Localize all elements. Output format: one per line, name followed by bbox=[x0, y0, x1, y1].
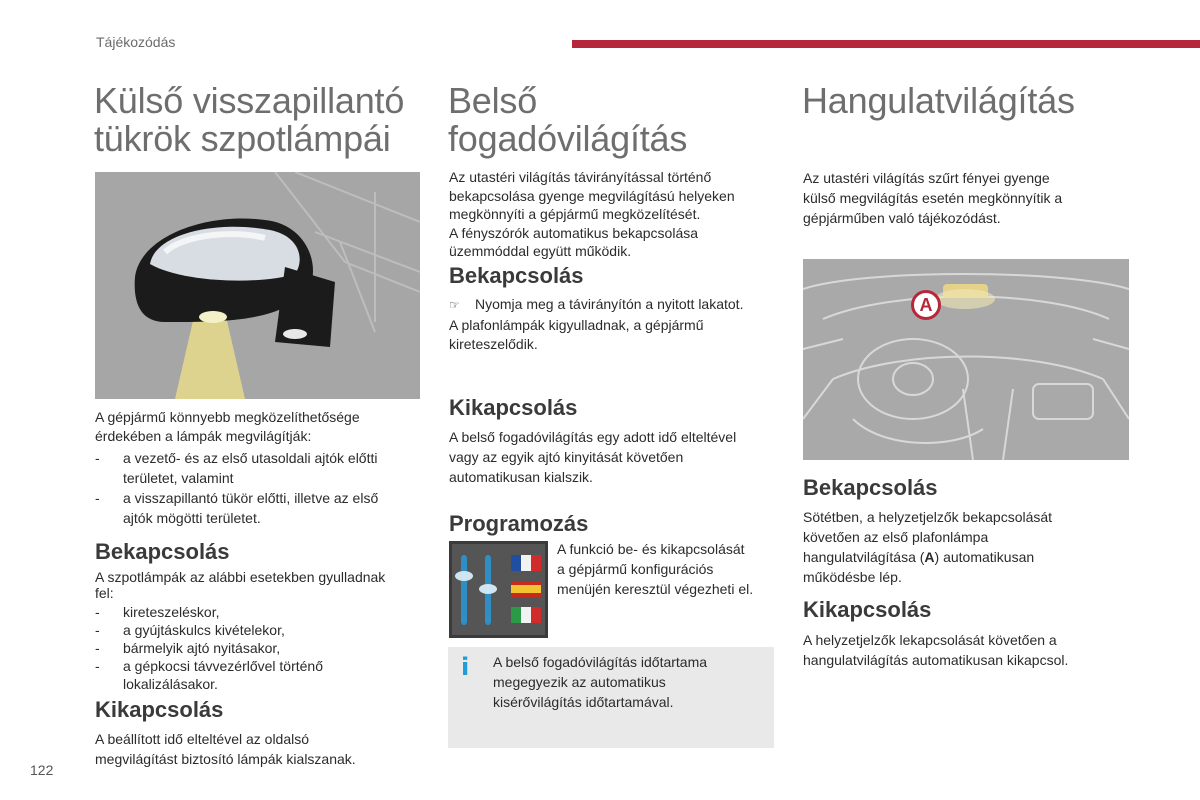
list-item-line: a visszapillantó tükör előtti, illetve az első bbox=[123, 490, 379, 506]
list-item-line: lokalizálásakor. bbox=[123, 676, 218, 692]
col2-prog-text bbox=[557, 539, 777, 599]
cabin-interior-illustration bbox=[803, 259, 1129, 460]
col2-intro-line: bekapcsolása gyenge megvilágítású helyeken bbox=[449, 187, 735, 204]
col1-off-heading: Kikapcsolás bbox=[95, 697, 224, 722]
list-item-line: a vezető- és az első utasoldali ajtók előtti bbox=[123, 450, 378, 466]
list-dash: - bbox=[95, 622, 100, 638]
col1-intro-line1: A gépjármű könnyebb megközelíthetősége bbox=[95, 409, 360, 425]
list-item bbox=[95, 639, 425, 657]
col2-intro-line: A fényszórók automatikus bekapcsolása bbox=[449, 224, 699, 241]
col3-intro bbox=[803, 168, 1133, 228]
info-icon: i bbox=[461, 653, 470, 681]
col2-off-line: vagy az egyik ajtó kinyitását követően bbox=[449, 449, 684, 465]
callout-a-marker: A bbox=[911, 290, 941, 320]
info-line: kisérővilágítás időtartamával. bbox=[493, 694, 674, 710]
col2-prog-line: A funkció be- és kikapcsolását bbox=[557, 541, 745, 557]
col1-off-line1: A beállított idő elteltével az oldalsó bbox=[95, 731, 310, 747]
list-item bbox=[95, 448, 425, 488]
list-dash: - bbox=[95, 604, 100, 620]
col1-title bbox=[94, 82, 404, 158]
col2-on-line1 bbox=[449, 295, 779, 316]
list-item-line: a gépkocsi távvezérlővel történő bbox=[123, 658, 323, 674]
col2-on-line3: kireteszelődik. bbox=[449, 336, 538, 352]
list-item bbox=[95, 603, 425, 621]
col2-off-line: A belső fogadóvilágítás egy adott idő elteltével bbox=[449, 429, 737, 445]
list-dash: - bbox=[95, 490, 100, 506]
col2-intro-line: Az utastéri világítás távirányítással történő bbox=[449, 169, 712, 185]
col3-on-line2: követően az első plafonlámpa bbox=[803, 529, 989, 545]
flag-france-icon bbox=[511, 555, 541, 571]
list-item-line: ajtók mögötti területet. bbox=[123, 510, 261, 526]
col2-on-text bbox=[449, 295, 779, 355]
col2-intro bbox=[449, 168, 779, 261]
col2-title-line2: fogadóvilágítás bbox=[448, 118, 688, 159]
list-dash: - bbox=[95, 658, 100, 674]
col1-off-line2: megvilágítást biztosító lámpák kialszanak. bbox=[95, 751, 356, 767]
col1-on-list bbox=[95, 603, 425, 693]
hand-pointer-icon: ☞ bbox=[449, 298, 460, 312]
configuration-menu-icon bbox=[449, 541, 548, 638]
col2-off-heading: Kikapcsolás bbox=[449, 395, 578, 420]
info-line: megegyezik az automatikus bbox=[493, 674, 666, 690]
col3-off-heading: Kikapcsolás bbox=[803, 597, 932, 622]
list-item bbox=[95, 657, 425, 693]
col2-intro-line: üzemmóddal együtt működik. bbox=[449, 243, 632, 259]
info-line: A belső fogadóvilágítás időtartama bbox=[493, 654, 708, 670]
list-item-line: bármelyik ajtó nyitásakor, bbox=[123, 640, 281, 656]
col3-off-line2: hangulatvilágítás automatikusan kikapcsol. bbox=[803, 652, 1069, 668]
col2-title bbox=[448, 82, 687, 158]
list-dash: - bbox=[95, 450, 100, 466]
col3-on-line3-a: hangulatvilágítása ( bbox=[803, 549, 925, 565]
col1-on-heading: Bekapcsolás bbox=[95, 539, 230, 564]
col2-prog-line: menüjén keresztül végezheti el. bbox=[557, 581, 754, 597]
col3-on-line4: működésbe lép. bbox=[803, 569, 902, 585]
col2-intro-line: megkönnyíti a gépjármű megközelítését. bbox=[449, 206, 701, 222]
page-number: 122 bbox=[30, 762, 54, 778]
col3-on-text bbox=[803, 507, 1133, 587]
col1-intro bbox=[95, 408, 425, 446]
list-item-line: a gyújtáskulcs kivételekor, bbox=[123, 622, 285, 638]
flag-italy-icon bbox=[511, 607, 541, 623]
list-item bbox=[95, 488, 425, 528]
col3-on-line3-c: ) automatikusan bbox=[934, 549, 1035, 565]
col3-on-line1: Sötétben, a helyzetjelzők bekapcsolását bbox=[803, 509, 1053, 525]
col2-on-heading: Bekapcsolás bbox=[449, 263, 584, 288]
list-item-line: kireteszeléskor, bbox=[123, 604, 220, 620]
col3-off-text bbox=[803, 630, 1133, 670]
col2-prog-line: a gépjármű konfigurációs bbox=[557, 561, 714, 577]
col1-title-line1: Külső visszapillantó bbox=[94, 80, 405, 121]
col3-intro-line: külső megvilágítás esetén megkönnyítik a bbox=[803, 190, 1063, 206]
col1-title-line2: tükrök szpotlámpái bbox=[94, 118, 391, 159]
list-item-line: területet, valamint bbox=[123, 470, 234, 486]
col3-intro-line: Az utastéri világítás szűrt fényei gyenge bbox=[803, 170, 1050, 186]
col3-off-line1: A helyzetjelzők lekapcsolását követően a bbox=[803, 632, 1057, 648]
col2-off-text bbox=[449, 427, 779, 487]
col2-off-line: automatikusan kialszik. bbox=[449, 469, 593, 485]
col3-on-line3-b: A bbox=[924, 549, 935, 565]
info-box bbox=[448, 647, 774, 748]
info-text bbox=[493, 652, 763, 712]
list-item bbox=[95, 621, 425, 639]
col1-on-intro-line1: A szpotlámpák az alábbi esetekben gyulladnak bbox=[95, 569, 386, 585]
col1-area-list bbox=[95, 448, 425, 528]
col1-intro-line2: érdekében a lámpák megvilágítják: bbox=[95, 428, 312, 444]
mirror-spotlamp-illustration bbox=[95, 172, 420, 399]
col1-on-intro-line2: fel: bbox=[95, 585, 114, 601]
col2-on-line1-text: Nyomja meg a távirányítón a nyitott lakatot. bbox=[475, 296, 744, 312]
col3-on-line3 bbox=[803, 547, 1133, 567]
col2-prog-heading: Programozás bbox=[449, 511, 589, 536]
col3-title: Hangulatvilágítás bbox=[802, 80, 1075, 121]
header-accent-bar bbox=[572, 40, 1200, 48]
col3-on-heading: Bekapcsolás bbox=[803, 475, 938, 500]
col2-on-line2: A plafonlámpák kigyulladnak, a gépjármű bbox=[449, 316, 704, 333]
col3-intro-line: gépjárműben való tájékozódást. bbox=[803, 210, 1001, 226]
list-dash: - bbox=[95, 640, 100, 656]
col1-on-intro bbox=[95, 569, 385, 601]
section-label: Tájékozódás bbox=[96, 34, 176, 50]
col2-title-line1: Belső bbox=[448, 80, 538, 121]
flag-spain-icon bbox=[511, 581, 541, 597]
col1-off-text bbox=[95, 729, 356, 769]
